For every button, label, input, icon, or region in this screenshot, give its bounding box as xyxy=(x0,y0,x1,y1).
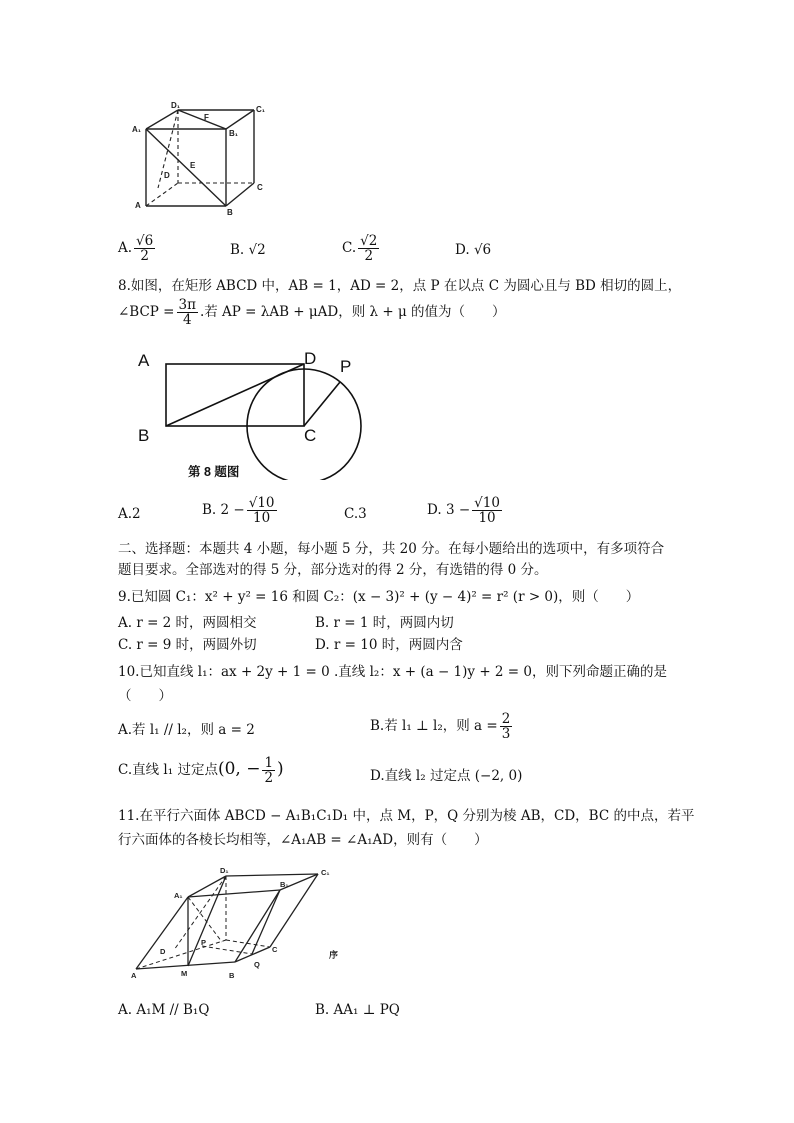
q8-option-d[interactable]: D. 3 − $\frac{√10}{10}$ xyxy=(427,495,500,527)
q11-label-a1: A₁ xyxy=(174,891,183,900)
q10-option-c[interactable]: C.直线 l₁ 过定点(0, − $\frac{1}{2}$ ) xyxy=(118,755,284,787)
q8-rectangle-circle-figure xyxy=(118,340,378,480)
q10-option-d[interactable]: D.直线 l₂ 过定点 (−2, 0) xyxy=(370,768,523,784)
q10-answer-paren: （ ） xyxy=(118,688,172,704)
q9-option-b[interactable]: B. r = 1 时，两圆内切 xyxy=(315,615,454,631)
q7-label-a: A xyxy=(135,201,141,210)
q11-label-q: Q xyxy=(254,960,260,969)
q11-label-d: D xyxy=(160,947,166,956)
q11-label-d1: D₁ xyxy=(220,866,229,875)
q7-option-d[interactable]: D. √6 xyxy=(455,242,492,258)
q7-label-b1: B₁ xyxy=(229,129,239,138)
q11-label-b1: B₁ xyxy=(280,880,289,889)
section2-instructions-line2: 题目要求。全部选对的得 5 分，部分选对的得 2 分，有选错的得 0 分。 xyxy=(118,562,548,578)
q8-stem-line2: ∠BCP = $\frac{3\pi}{4}$ .若 AP = λAB + μAD，则 λ + μ 的值为（ ） xyxy=(118,297,506,329)
q9-stem: 9.已知圆 C₁：x² + y² = 16 和圆 C₂：(x − 3)² + (y − 4)² = r² (r > 0)，则（ ） xyxy=(118,589,640,605)
q7-option-a-fraction: $\frac{√6}{2}$ xyxy=(136,233,154,265)
q7-option-b[interactable]: B. √2 xyxy=(230,242,266,258)
q9-option-c[interactable]: C. r = 9 时，两圆外切 xyxy=(118,637,257,653)
q7-option-c[interactable]: C. $\frac{√2}{2}$ xyxy=(342,233,378,265)
q8-label-b: B xyxy=(138,426,150,445)
q11-side-mark: 序 xyxy=(329,950,339,960)
q7-label-d1: D₁ xyxy=(171,101,181,110)
q11-label-p: P xyxy=(201,938,207,947)
q11-label-c1: C₁ xyxy=(321,868,330,877)
q7-label-a1: A₁ xyxy=(132,125,142,134)
q8-label-p: P xyxy=(340,357,352,376)
q11-label-c: C xyxy=(272,945,278,954)
q10-option-a[interactable]: A.若 l₁ // l₂，则 a = 2 xyxy=(118,722,255,738)
q11-label-a: A xyxy=(131,971,137,980)
q8-option-b[interactable]: B. 2 − $\frac{√10}{10}$ xyxy=(202,495,275,527)
section2-instructions-line1: 二、选择题：本题共 4 小题，每小题 5 分，共 20 分。在每小题给出的选项中，有多项符合 xyxy=(118,541,665,557)
q7-label-c: C xyxy=(257,183,263,192)
q10-option-b[interactable]: B.若 l₁ ⊥ l₂，则 a = $\frac{2}{3}$ xyxy=(370,711,511,743)
q8-label-a: A xyxy=(138,351,150,370)
q8-option-d-fraction: $\frac{√10}{10}$ xyxy=(474,495,500,527)
q7-option-c-fraction: $\frac{√2}{2}$ xyxy=(360,233,378,265)
q7-label-d: D xyxy=(164,171,170,180)
q8-angle-fraction: $\frac{3\pi}{4}$ xyxy=(178,297,196,329)
q8-figure-caption: 第 8 题图 xyxy=(188,465,240,479)
q8-option-b-fraction: $\frac{√10}{10}$ xyxy=(248,495,275,527)
q11-option-b[interactable]: B. AA₁ ⊥ PQ xyxy=(315,1002,400,1018)
q11-option-a[interactable]: A. A₁M // B₁Q xyxy=(118,1002,210,1018)
q7-label-f: F xyxy=(204,113,209,122)
q8-label-c: C xyxy=(304,426,317,445)
q11-stem-line1: 11.在平行六面体 ABCD − A₁B₁C₁D₁ 中，点 M，P，Q 分别为棱 AB，CD，BC 的中点，若平 xyxy=(118,808,695,824)
q8-option-a[interactable]: A.2 xyxy=(118,506,141,522)
q9-option-a[interactable]: A. r = 2 时，两圆相交 xyxy=(118,615,257,631)
q7-label-c1: C₁ xyxy=(256,105,266,114)
q7-label-b: B xyxy=(227,208,233,217)
q10-stem: 10.已知直线 l₁：ax + 2y + 1 = 0 .直线 l₂：x + (a − 1)y + 2 = 0，则下列命题正确的是 xyxy=(118,664,667,680)
q7-option-a[interactable]: A. $\frac{√6}{2}$ xyxy=(118,233,154,265)
q9-option-d[interactable]: D. r = 10 时，两圆内含 xyxy=(315,637,463,653)
q8-option-c[interactable]: C.3 xyxy=(344,506,367,522)
q8-label-d: D xyxy=(304,349,317,368)
q7-label-e: E xyxy=(190,161,196,170)
q10-option-b-fraction: $\frac{2}{3}$ xyxy=(501,711,511,743)
q7-cube-figure xyxy=(118,98,288,228)
q8-stem-line1: 8.如图，在矩形 ABCD 中，AB = 1，AD = 2，点 P 在以点 C 为圆心且与 BD 相切的圆上， xyxy=(118,278,682,294)
q11-stem-line2: 行六面体的各棱长均相等，∠A₁AB = ∠A₁AD，则有（ ） xyxy=(118,832,488,848)
q10-option-c-fraction: $\frac{1}{2}$ xyxy=(264,755,274,787)
q11-parallelepiped-figure xyxy=(122,862,362,992)
q11-label-m: M xyxy=(181,969,188,978)
q11-label-b: B xyxy=(229,971,235,980)
